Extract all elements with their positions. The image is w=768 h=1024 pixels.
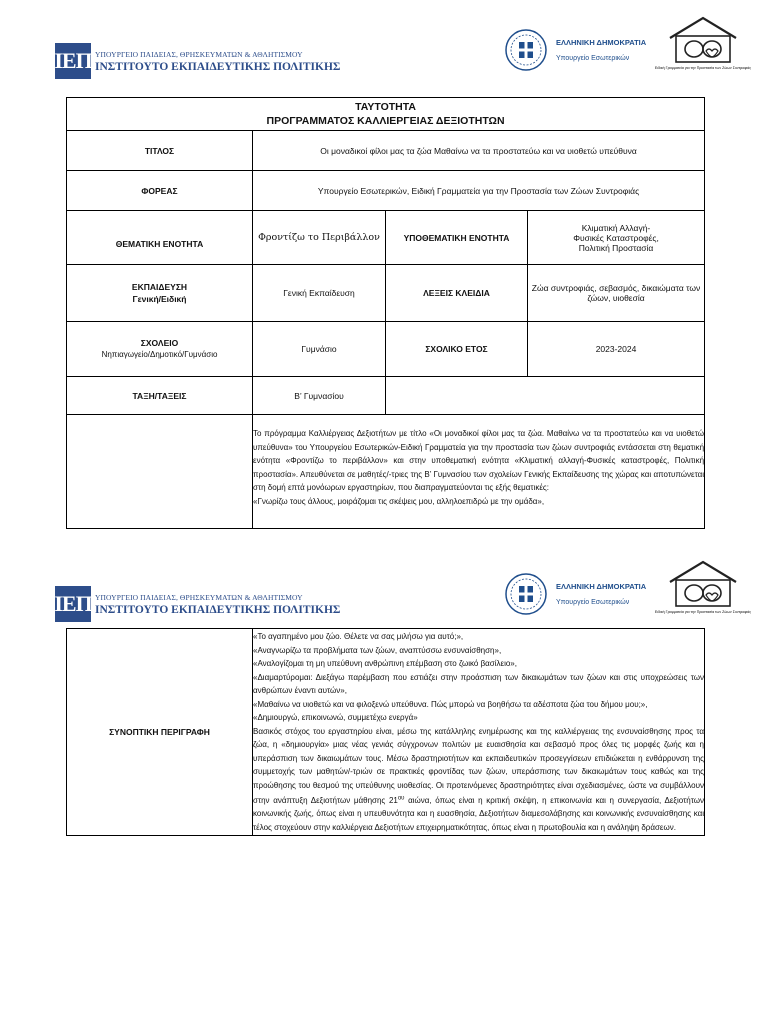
- gov-ministry: Υπουργείο Εσωτερικών: [556, 599, 630, 606]
- iep-mark: ΙΕΠ: [55, 43, 91, 79]
- table-row: [67, 171, 705, 211]
- provider-label: ΦΟΡΕΑΣ: [67, 171, 253, 211]
- identity-header-row: [67, 98, 705, 131]
- description-label-cell: [67, 415, 253, 529]
- greek-seal-icon: [504, 572, 548, 616]
- gov-title: ΕΛΛΗΝΙΚΗ ΔΗΜΟΚΡΑΤΙΑ: [556, 38, 647, 47]
- list-item: «Αναγνωρίζω τα προβλήματα των ζώων, αναπτύσσω ενσυναίσθηση»,: [253, 645, 502, 655]
- school-year-value: 2023-2024: [528, 322, 705, 377]
- summary-label: ΣΥΝΟΠΤΙΚΗ ΠΕΡΙΓΡΑΦΗ: [67, 629, 253, 836]
- class-value: Β’ Γυμνασίου: [253, 377, 386, 415]
- title-value: Οι μοναδικοί φίλοι μας τα ζώα Μαθαίνω να τα προστατεύω και να υιοθετώ υπεύθυνα: [253, 131, 705, 171]
- list-item: «Αναλογίζομαι τη μη υπεύθυνη ανθρώπινη επέμβαση στο ζωικό βασίλειο»,: [253, 659, 517, 668]
- pet-secretariat-logo: [654, 14, 752, 76]
- table-row: [67, 629, 705, 836]
- page-header: [0, 28, 768, 98]
- table-row: [67, 377, 705, 415]
- identity-table: [66, 97, 705, 529]
- table-row: [67, 211, 705, 265]
- pet-logo-caption: Ειδική Γραμματεία για την Προστασία των Ζώων Συντροφιάς: [654, 66, 752, 70]
- summary-text: [253, 629, 705, 836]
- school-label: ΣΧΟΛΕΙΟ Νηπιαγωγείο/Δημοτικό/Γυμνάσιο: [67, 322, 253, 377]
- keywords-value: Ζώα συντροφιάς, σεβασμός, δικαιώματα των ζώων, υιοθεσία: [528, 265, 705, 322]
- gov-ministry: Υπουργείο Εσωτερικών: [556, 55, 630, 62]
- list-item: «Το αγαπημένο μου ζώο. Θέλετε να σας μιλήσω για αυτό;»,: [253, 632, 464, 641]
- list-item: «Μαθαίνω να υιοθετώ και να φιλοξενώ υπεύθυνα. Πώς μπορώ να βοηθήσω τα αδέσποτα ζώα του δήμου μου;»,: [253, 699, 648, 709]
- subtheme-value: Κλιματική Αλλαγή- Φυσικές Καταστροφές, Πολιτική Προστασία: [528, 211, 705, 265]
- class-label: ΤΑΞΗ/ΤΑΞΕΙΣ: [67, 377, 253, 415]
- iep-logo: [55, 586, 340, 622]
- iep-mark: ΙΕΠ: [55, 586, 91, 622]
- empty-cell: [386, 377, 705, 415]
- gov-title: ΕΛΛΗΝΙΚΗ ΔΗΜΟΚΡΑΤΙΑ: [556, 582, 647, 591]
- pet-logo-caption: Ειδική Γραμματεία για την Προστασία των Ζώων Συντροφιάς: [654, 610, 752, 614]
- summary-table: [66, 628, 705, 836]
- subtheme-label: ΥΠΟΘΕΜΑΤΙΚΗ ΕΝΟΤΗΤΑ: [386, 211, 528, 265]
- list-item: «Διαμαρτύρομαι: Διεξάγω παρέμβαση που εστιάζει στην προάσπιση των δικαιωμάτων των ζώων και στις υποχρεώσεις των ανθρώπων έναντι αυτών»,: [253, 672, 704, 695]
- table-row: [67, 131, 705, 171]
- iep-logo: [55, 43, 340, 79]
- title-label: ΤΙΤΛΟΣ: [67, 131, 253, 171]
- school-year-label: ΣΧΟΛΙΚΟ ΕΤΟΣ: [386, 322, 528, 377]
- school-value: Γυμνάσιο: [253, 322, 386, 377]
- identity-title: ΤΑΥΤΟΤΗΤΑ ΠΡΟΓΡΑΜΜΑΤΟΣ ΚΑΛΛΙΕΡΓΕΙΑΣ ΔΕΞΙΟΤΗΤΩΝ: [67, 98, 705, 131]
- hellenic-republic-logo: [504, 28, 646, 72]
- keywords-label: ΛΕΞΕΙΣ ΚΛΕΙΔΙΑ: [386, 265, 528, 322]
- iep-institute-line: ΙΝΣΤΙΤΟΥΤΟ ΕΚΠΑΙΔΕΥΤΙΚΗΣ ΠΟΛΙΤΙΚΗΣ: [95, 60, 341, 73]
- iep-institute-line: ΙΝΣΤΙΤΟΥΤΟ ΕΚΠΑΙΔΕΥΤΙΚΗΣ ΠΟΛΙΤΙΚΗΣ: [95, 603, 341, 616]
- summary-paragraph: Βασικός στόχος του εργαστηρίου είναι, μέσω της κατάλληλης ενημέρωσης και της καλλιέργειας της ενσυναίσθησης προς τα ζώα, η «δημιουργία» μιας νέας γενιάς σύγχρονων πολιτών με ευαισθησία και σεβασμό προς όλες τις μορφές ζωής και η υπεράσπιση των δικαιωμάτων τους. Μέσω δραστηριοτήτων και εκπαιδευτικών προσεγγίσεων επιδιώκεται η ενθάρρυνση της συμμετοχής των μαθητών/-τριών σε πρακτικές φροντίδας των ζώων, υπεράσπισης των δικαιωμάτων τους καθώς και της προώθησης του θεσμού της υπεύθυνης υιοθεσίας. Οι προτεινόμενες δραστηριότητες είναι σχεδιασμένες, ώστε να συμβάλλουν στην ανάπτυξη Δεξιοτήτων μάθησης $21^{o\upsilon}$ αιώνα, όπως είναι η κριτική σκέψη, η επικοινωνία και η συνεργασία, Δεξιοτήτων κοινωνικής ζωής, όπως είναι η υπευθυνότητα και η ευασθησία, Δεξιοτήτων διαμεσολάβησης και κοινωνικής ενσυναίσθησης και τέλος στοχεύουν στην καλλιέργεια Δεξιοτήτων επιχειρηματικότητας, όπως είναι η πρωτοβουλία και η ανάληψη δράσεων.: [253, 726, 704, 832]
- iep-ministry-line: ΥΠΟΥΡΓΕΙΟ ΠΑΙΔΕΙΑΣ, ΘΡΗΣΚΕΥΜΑΤΩΝ & ΑΘΛΗΤΙΣΜΟΥ: [95, 49, 303, 59]
- education-value: Γενική Εκπαίδευση: [253, 265, 386, 322]
- table-row: [67, 265, 705, 322]
- greek-seal-icon: [504, 28, 548, 72]
- list-item: «Δημιουργώ, επικοινωνώ, συμμετέχω ενεργά»: [253, 713, 418, 722]
- pet-secretariat-logo: [654, 558, 752, 620]
- theme-value: Φροντίζω το Περιβάλλον: [253, 211, 386, 265]
- description-text: Το πρόγραμμα Καλλιέργειας Δεξιοτήτων με τίτλο «Οι μοναδικοί φίλοι μας τα ζώα. Μαθαίνω να τα προστατεύω και να υιοθετώ υπεύθυνα» του Υπουργείου Εσωτερικών-Ειδική Γραμματεία για την προστασία των ζώων συντροφιάς εντάσσεται στη θεματική ενότητα «Φροντίζω το περιβάλλον» και στην υποθεματική ενότητα «Κλιματική αλλαγή-Φυσικές καταστροφές, Πολιτική προστασία». Απευθύνεται σε μαθητές/-τριες της Β’ Γυμνασίου των σχολείων Γενικής Εκπαίδευσης της χώρας και αποτυπώνεται στη δομή επτά μονόωρων εργαστηρίων, που διαπραγματεύονται τις εξής θεματικές: «Γνωρίζω τους άλλους, μοιράζομαι τις σκέψεις μου, αλληλοεπιδρώ με την ομάδα»,: [253, 415, 705, 529]
- table-row: [67, 322, 705, 377]
- hellenic-republic-logo: [504, 572, 646, 616]
- theme-label: ΘΕΜΑΤΙΚΗ ΕΝΟΤΗΤΑ: [67, 211, 253, 265]
- table-row: [67, 415, 705, 529]
- education-label: ΕΚΠΑΙΔΕΥΣΗ Γενική/Ειδική: [67, 265, 253, 322]
- provider-value: Υπουργείο Εσωτερικών, Ειδική Γραμματεία για την Προστασία των Ζώων Συντροφιάς: [253, 171, 705, 211]
- iep-ministry-line: ΥΠΟΥΡΓΕΙΟ ΠΑΙΔΕΙΑΣ, ΘΡΗΣΚΕΥΜΑΤΩΝ & ΑΘΛΗΤΙΣΜΟΥ: [95, 592, 303, 602]
